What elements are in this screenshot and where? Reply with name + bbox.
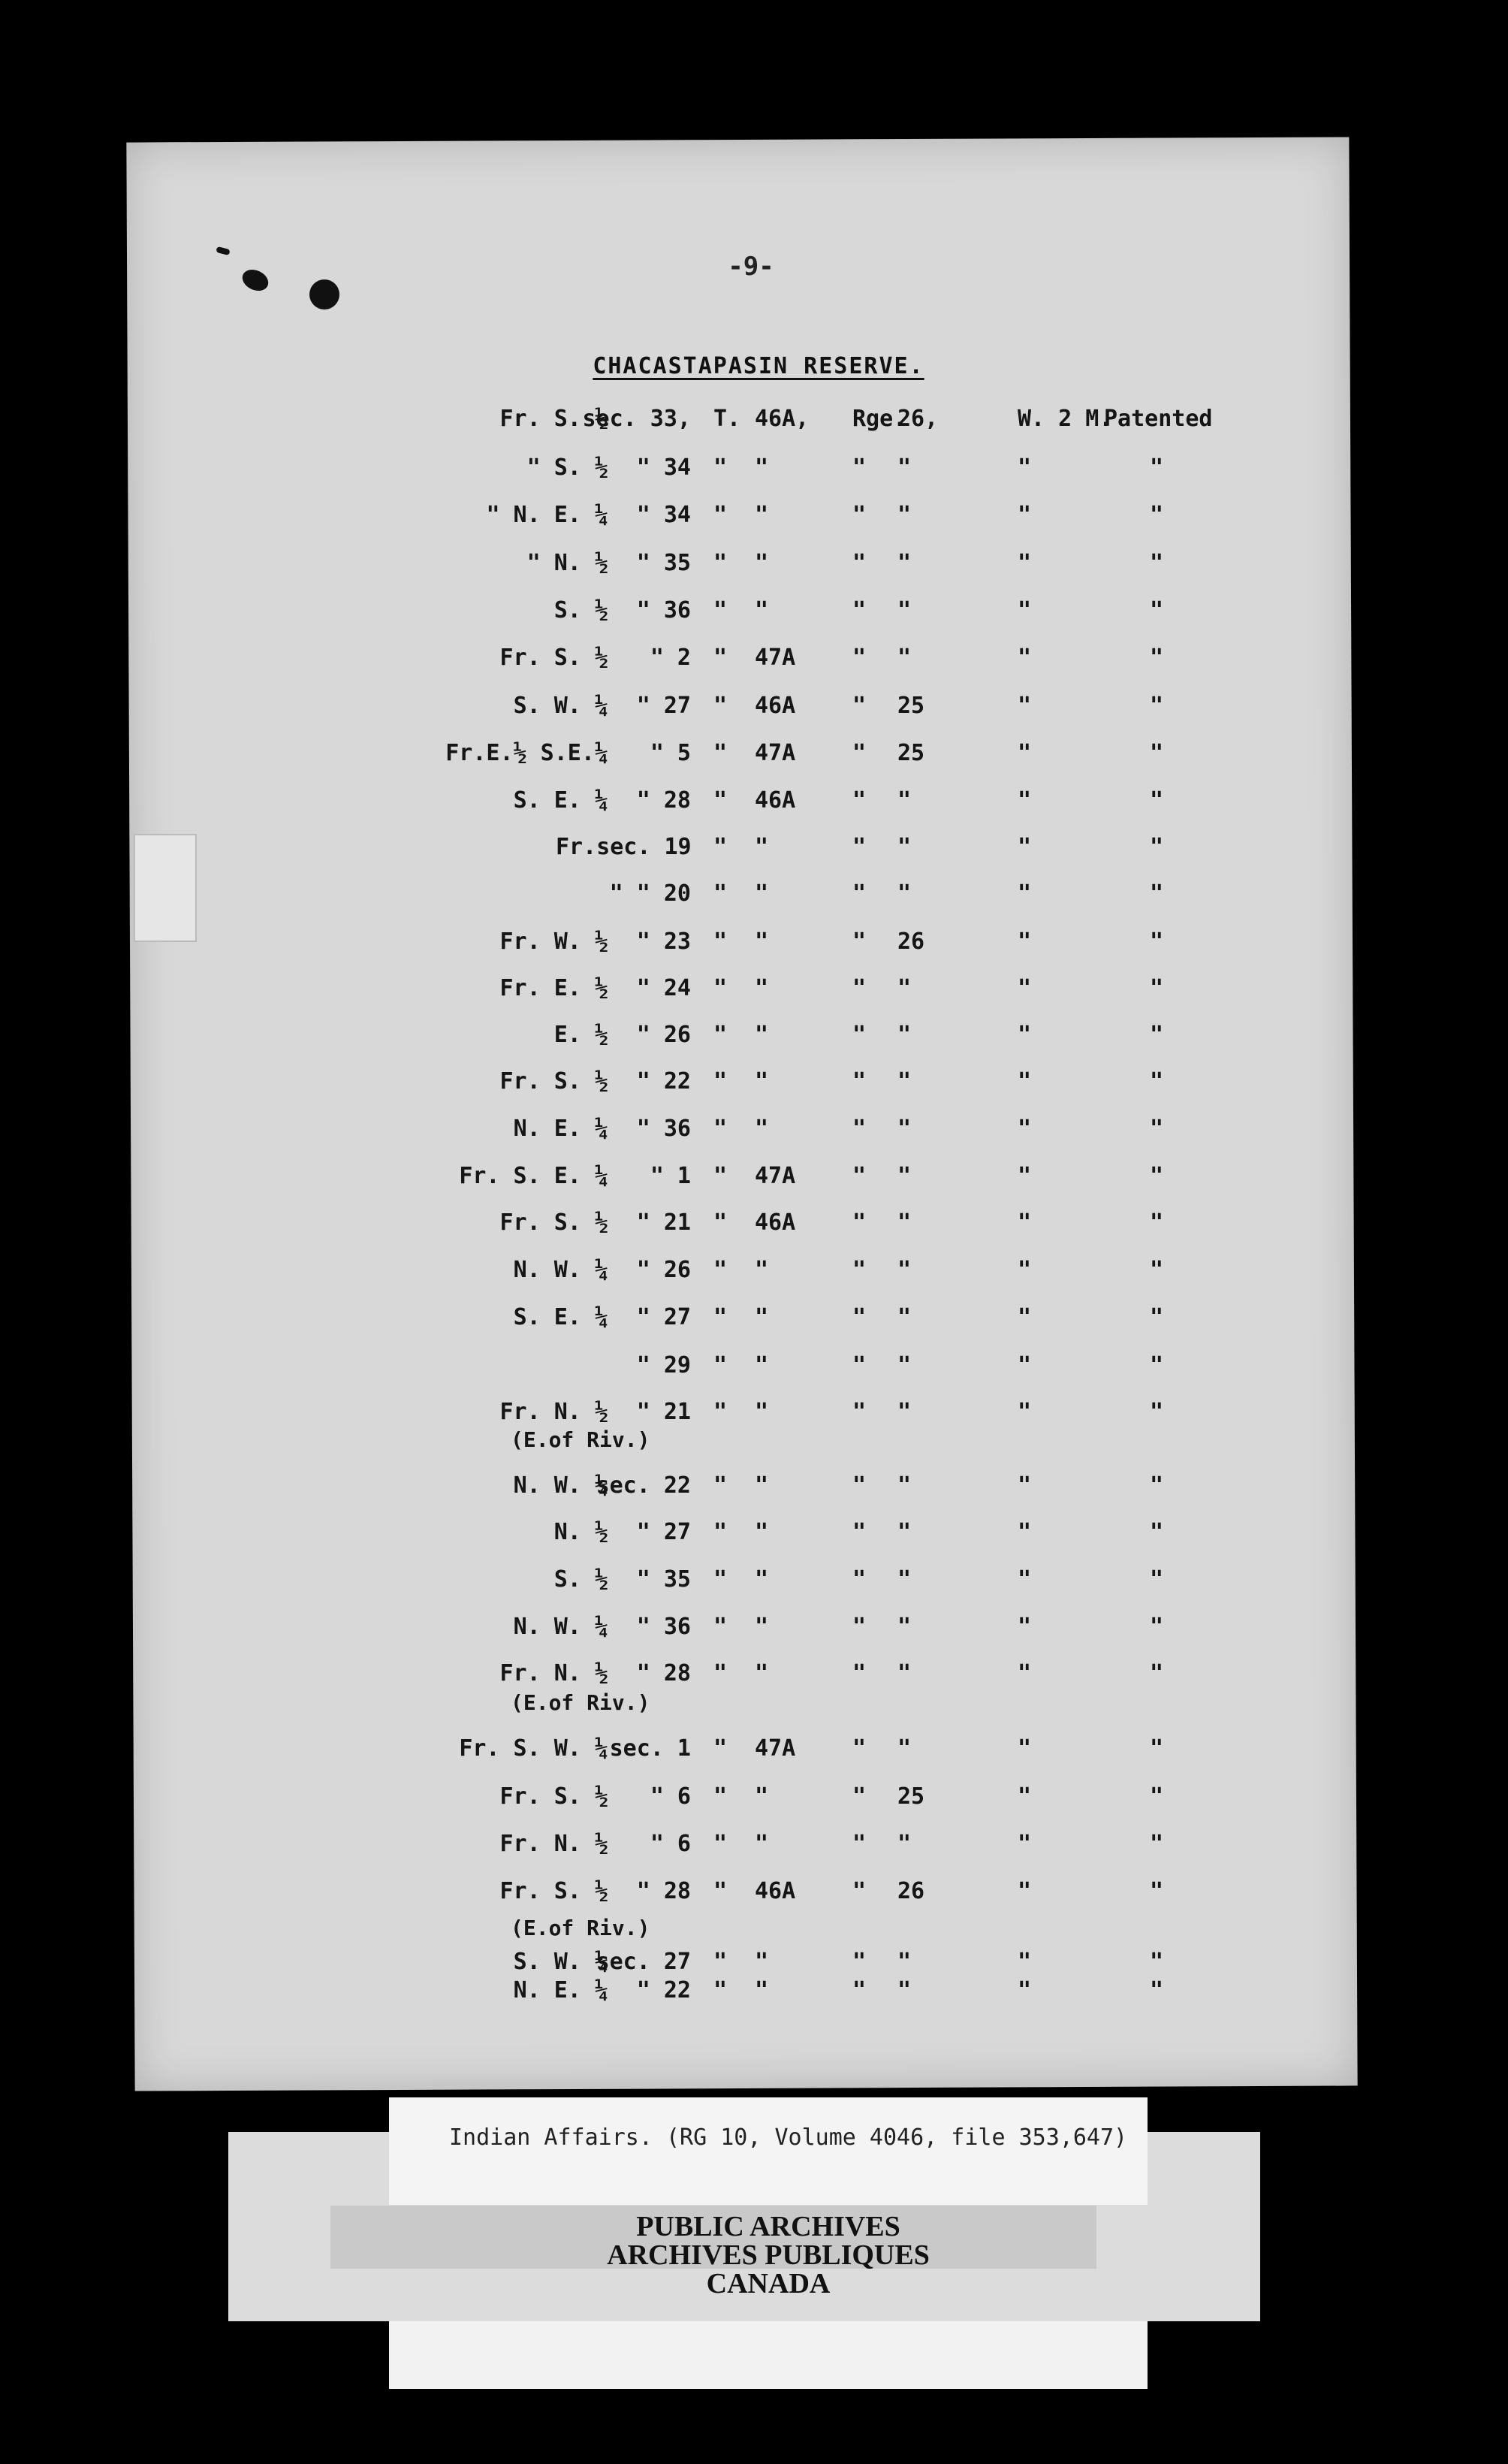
- cell-r: ": [852, 1519, 867, 1545]
- cell-sec: " 26: [636, 1257, 691, 1283]
- cell-r: ": [852, 1735, 867, 1762]
- cell-sec: " 35: [636, 550, 691, 576]
- cell-w: ": [1018, 929, 1032, 955]
- cell-rge: ": [897, 1831, 912, 1857]
- cell-rge: ": [897, 975, 912, 1001]
- cell-status: ": [1149, 1163, 1164, 1189]
- cell-status: ": [1149, 1831, 1164, 1857]
- cell-w: ": [1018, 1614, 1032, 1640]
- cell-t: ": [713, 1878, 728, 1904]
- cell-status: ": [1149, 1352, 1164, 1378]
- cell-w: ": [1018, 1735, 1032, 1762]
- cell-t: ": [713, 1566, 728, 1593]
- cell-status: ": [1149, 787, 1164, 814]
- cell-desc: S. ½: [553, 597, 608, 624]
- cell-t: ": [713, 929, 728, 955]
- cell-r: ": [852, 1949, 867, 1975]
- cell-sec: sec. 33,: [582, 406, 691, 432]
- cell-w: ": [1018, 1304, 1032, 1330]
- cell-rge: ": [897, 1352, 912, 1378]
- cell-desc: N. W. ¼: [513, 1257, 608, 1283]
- cell-w: ": [1018, 1022, 1032, 1048]
- cell-r: ": [852, 834, 867, 860]
- cell-rge: ": [897, 1304, 912, 1330]
- stamp-line-3: CANADA: [706, 2268, 831, 2299]
- cell-r: ": [852, 1068, 867, 1095]
- cell-r: Rge.: [852, 406, 907, 432]
- cell-rge: ": [897, 454, 912, 481]
- cell-status: ": [1149, 975, 1164, 1001]
- cell-w: ": [1018, 550, 1032, 576]
- cell-desc: Fr. N. ½: [499, 1399, 608, 1425]
- cell-t: ": [713, 1660, 728, 1686]
- cell-twp: 46A: [755, 1878, 796, 1904]
- cell-t: ": [713, 1949, 728, 1975]
- cell-sec: " 1: [650, 1163, 691, 1189]
- cell-twp: 47A: [755, 740, 796, 766]
- cell-r: ": [852, 1566, 867, 1593]
- cell-twp: ": [755, 1116, 769, 1142]
- cell-twp: ": [755, 975, 769, 1001]
- cell-twp: 46A: [755, 693, 796, 719]
- cell-sec: " 27: [636, 693, 691, 719]
- cell-r: ": [852, 1977, 867, 2004]
- cell-rge: ": [897, 1257, 912, 1283]
- cell-sec: " 24: [636, 975, 691, 1001]
- cell-sec: " 34: [636, 454, 691, 481]
- cell-rge: ": [897, 787, 912, 814]
- cell-desc: " S. ½: [526, 454, 608, 481]
- cell-sec: " 35: [636, 1566, 691, 1593]
- cell-r: ": [852, 880, 867, 907]
- cell-status: ": [1149, 454, 1164, 481]
- cell-sec: " " 20: [609, 880, 691, 907]
- cell-sec: " 28: [636, 787, 691, 814]
- cell-sec: " 27: [636, 1304, 691, 1330]
- cell-sec: sec. 27: [596, 1949, 691, 1975]
- cell-t: ": [713, 454, 728, 481]
- cell-desc: N. E. ¼: [513, 1977, 608, 2004]
- cell-desc: S. ½: [553, 1566, 608, 1593]
- cell-r: ": [852, 645, 867, 671]
- cell-w: ": [1018, 787, 1032, 814]
- cell-w: ": [1018, 1209, 1032, 1236]
- cell-r: ": [852, 1399, 867, 1425]
- cell-rge: ": [897, 1977, 912, 2004]
- cell-rge: ": [897, 1949, 912, 1975]
- cell-rge: ": [897, 550, 912, 576]
- cell-r: ": [852, 1783, 867, 1810]
- cell-sec: " 36: [636, 597, 691, 624]
- cell-t: ": [713, 1163, 728, 1189]
- cell-w: ": [1018, 502, 1032, 528]
- cell-sec: " 6: [650, 1783, 691, 1810]
- cell-sec: " 28: [636, 1660, 691, 1686]
- cell-status: ": [1149, 502, 1164, 528]
- cell-status: ": [1149, 1519, 1164, 1545]
- cell-r: ": [852, 929, 867, 955]
- cell-desc: N. W. ¼: [513, 1472, 608, 1499]
- cell-t: ": [713, 550, 728, 576]
- cell-t: ": [713, 597, 728, 624]
- cell-w: ": [1018, 1783, 1032, 1810]
- cell-twp: ": [755, 1257, 769, 1283]
- cell-sec: sec. 22: [596, 1472, 691, 1499]
- cell-r: ": [852, 454, 867, 481]
- cell-t: T.: [713, 406, 741, 432]
- cell-status: ": [1149, 1022, 1164, 1048]
- cell-twp: 46A: [755, 787, 796, 814]
- cell-t: ": [713, 1472, 728, 1499]
- cell-r: ": [852, 1257, 867, 1283]
- cell-desc: N. W. ¼: [513, 1614, 608, 1640]
- cell-r: ": [852, 1614, 867, 1640]
- cell-w: ": [1018, 975, 1032, 1001]
- cell-twp: ": [755, 880, 769, 907]
- row-note: (E.of Riv.): [511, 1690, 650, 1715]
- cell-w: ": [1018, 597, 1032, 624]
- cell-status: ": [1149, 1735, 1164, 1762]
- cell-r: ": [852, 1660, 867, 1686]
- cell-status: ": [1149, 645, 1164, 671]
- cell-r: ": [852, 1022, 867, 1048]
- cell-t: ": [713, 740, 728, 766]
- cell-twp: ": [755, 1352, 769, 1378]
- cell-rge: ": [897, 1660, 912, 1686]
- cell-rge: ": [897, 1163, 912, 1189]
- cell-twp: ": [755, 1614, 769, 1640]
- cell-twp: ": [755, 550, 769, 576]
- cell-twp: ": [755, 1977, 769, 2004]
- cell-rge: ": [897, 880, 912, 907]
- cell-w: W. 2 M.: [1018, 406, 1113, 432]
- cell-r: ": [852, 550, 867, 576]
- cell-sec: " 21: [636, 1209, 691, 1236]
- cell-rge: 25: [897, 740, 925, 766]
- cell-rge: 25: [897, 1783, 925, 1810]
- cell-desc: Fr. S. ½: [499, 1783, 608, 1810]
- cell-w: ": [1018, 1068, 1032, 1095]
- cell-desc: N. ½: [553, 1519, 608, 1545]
- cell-t: ": [713, 1304, 728, 1330]
- cell-status: ": [1149, 1068, 1164, 1095]
- cell-twp: 46A: [755, 1209, 796, 1236]
- cell-t: ": [713, 1399, 728, 1425]
- cell-rge: ": [897, 1399, 912, 1425]
- cell-desc: Fr. E. ½: [499, 975, 608, 1001]
- cell-t: ": [713, 1735, 728, 1762]
- cell-twp: ": [755, 597, 769, 624]
- cell-rge: ": [897, 1472, 912, 1499]
- cell-t: ": [713, 834, 728, 860]
- cell-t: ": [713, 1783, 728, 1810]
- cell-r: ": [852, 693, 867, 719]
- cell-w: ": [1018, 1519, 1032, 1545]
- page-tab: [134, 834, 197, 942]
- cell-desc: E. ½: [553, 1022, 608, 1048]
- cell-rge: ": [897, 834, 912, 860]
- cell-rge: ": [897, 1209, 912, 1236]
- cell-t: ": [713, 1519, 728, 1545]
- cell-t: ": [713, 1352, 728, 1378]
- cell-twp: 47A: [755, 1735, 796, 1762]
- cell-w: ": [1018, 740, 1032, 766]
- page-number: -9-: [728, 252, 774, 282]
- cell-rge: ": [897, 645, 912, 671]
- cell-t: ": [713, 1614, 728, 1640]
- cell-desc: Fr. S. W. ¼: [459, 1735, 608, 1762]
- cell-sec: " 21: [636, 1399, 691, 1425]
- cell-w: ": [1018, 1566, 1032, 1593]
- cell-desc: N. E. ¼: [513, 1116, 608, 1142]
- cell-t: ": [713, 1022, 728, 1048]
- cell-twp: ": [755, 1068, 769, 1095]
- cell-rge: ": [897, 1519, 912, 1545]
- punch-hole: [309, 279, 339, 310]
- cell-sec: sec. 1: [609, 1735, 691, 1762]
- lower-label: [389, 2321, 1148, 2389]
- cell-desc: Fr. S. ½: [499, 645, 608, 671]
- cell-status: ": [1149, 1399, 1164, 1425]
- cell-r: ": [852, 1352, 867, 1378]
- reserve-title: CHACASTAPASIN RESERVE.: [593, 353, 924, 379]
- stamp-line-1: PUBLIC ARCHIVES: [636, 2211, 900, 2242]
- cell-sec: " 26: [636, 1022, 691, 1048]
- cell-status: ": [1149, 1566, 1164, 1593]
- cell-desc: S. E. ¼: [513, 1304, 608, 1330]
- cell-rge: ": [897, 597, 912, 624]
- cell-desc: Fr. N. ½: [499, 1831, 608, 1857]
- cell-sec: Fr.sec. 19: [556, 834, 692, 860]
- cell-status: Patented: [1104, 406, 1213, 432]
- cell-twp: ": [755, 454, 769, 481]
- cell-w: ": [1018, 454, 1032, 481]
- cell-desc: S. E. ¼: [513, 787, 608, 814]
- cell-desc: Fr. S. ½: [499, 1878, 608, 1904]
- cell-t: ": [713, 502, 728, 528]
- cell-desc: Fr.E.½ S.E.¼: [445, 740, 608, 766]
- cell-twp: ": [755, 1783, 769, 1810]
- cell-sec: " 34: [636, 502, 691, 528]
- cell-twp: 47A: [755, 645, 796, 671]
- cell-r: ": [852, 1472, 867, 1499]
- cell-r: ": [852, 740, 867, 766]
- cell-sec: " 36: [636, 1116, 691, 1142]
- row-note: (E.of Riv.): [511, 1916, 650, 1940]
- cell-twp: ": [755, 1022, 769, 1048]
- cell-status: ": [1149, 1209, 1164, 1236]
- cell-sec: " 28: [636, 1878, 691, 1904]
- cell-t: ": [713, 1831, 728, 1857]
- cell-status: ": [1149, 693, 1164, 719]
- cell-t: ": [713, 880, 728, 907]
- cell-twp: ": [755, 1472, 769, 1499]
- cell-status: ": [1149, 1878, 1164, 1904]
- cell-w: ": [1018, 880, 1032, 907]
- cell-r: ": [852, 1304, 867, 1330]
- cell-desc: " N. ½: [526, 550, 608, 576]
- cell-status: ": [1149, 1783, 1164, 1810]
- cell-t: ": [713, 693, 728, 719]
- cell-w: ": [1018, 1399, 1032, 1425]
- cell-rge: 25: [897, 693, 925, 719]
- cell-status: ": [1149, 1614, 1164, 1640]
- cell-t: ": [713, 1257, 728, 1283]
- cell-desc: Fr. W. ½: [499, 929, 608, 955]
- cell-rge: 26: [897, 929, 925, 955]
- cell-w: ": [1018, 1660, 1032, 1686]
- cell-twp: ": [755, 1399, 769, 1425]
- cell-status: ": [1149, 597, 1164, 624]
- cell-r: ": [852, 502, 867, 528]
- cell-twp: 47A: [755, 1163, 796, 1189]
- cell-rge: ": [897, 1566, 912, 1593]
- cell-t: ": [713, 787, 728, 814]
- cell-twp: ": [755, 929, 769, 955]
- cell-w: ": [1018, 1163, 1032, 1189]
- cell-twp: ": [755, 1519, 769, 1545]
- cell-r: ": [852, 1878, 867, 1904]
- cell-r: ": [852, 597, 867, 624]
- row-note: (E.of Riv.): [511, 1427, 650, 1452]
- cell-sec: " 36: [636, 1614, 691, 1640]
- cell-t: ": [713, 1068, 728, 1095]
- cell-t: ": [713, 975, 728, 1001]
- cell-rge: 26,: [897, 406, 939, 432]
- cell-twp: ": [755, 1660, 769, 1686]
- cell-sec: " 2: [650, 645, 691, 671]
- reference-text: Indian Affairs. (RG 10, Volume 4046, file 353,647): [449, 2124, 1128, 2151]
- cell-rge: ": [897, 502, 912, 528]
- cell-rge: ": [897, 1068, 912, 1095]
- cell-desc: Fr. S. ½: [499, 1068, 608, 1095]
- cell-r: ": [852, 1116, 867, 1142]
- cell-sec: " 23: [636, 929, 691, 955]
- cell-r: ": [852, 1831, 867, 1857]
- cell-rge: ": [897, 1735, 912, 1762]
- cell-w: ": [1018, 1257, 1032, 1283]
- cell-rge: ": [897, 1614, 912, 1640]
- cell-status: ": [1149, 929, 1164, 955]
- cell-w: ": [1018, 1949, 1032, 1975]
- cell-desc: Fr. S. ½: [499, 1209, 608, 1236]
- cell-twp: ": [755, 1566, 769, 1593]
- archives-stamp: [389, 2212, 1148, 2298]
- cell-twp: ": [755, 834, 769, 860]
- cell-status: ": [1149, 1949, 1164, 1975]
- cell-status: ": [1149, 1472, 1164, 1499]
- cell-twp: ": [755, 502, 769, 528]
- cell-status: ": [1149, 1660, 1164, 1686]
- cell-status: ": [1149, 740, 1164, 766]
- cell-t: ": [713, 1977, 728, 2004]
- cell-sec: " 29: [636, 1352, 691, 1378]
- cell-w: ": [1018, 834, 1032, 860]
- cell-status: ": [1149, 1257, 1164, 1283]
- cell-r: ": [852, 787, 867, 814]
- cell-r: ": [852, 975, 867, 1001]
- cell-desc: S. W. ¼: [513, 1949, 608, 1975]
- cell-r: ": [852, 1163, 867, 1189]
- cell-desc: " N. E. ¼: [486, 502, 608, 528]
- cell-desc: Fr. S. ½: [499, 406, 608, 432]
- cell-desc: Fr. S. E. ¼: [459, 1163, 608, 1189]
- cell-status: ": [1149, 1304, 1164, 1330]
- cell-sec: " 27: [636, 1519, 691, 1545]
- cell-w: ": [1018, 1116, 1032, 1142]
- cell-w: ": [1018, 693, 1032, 719]
- cell-twp: ": [755, 1304, 769, 1330]
- cell-sec: " 6: [650, 1831, 691, 1857]
- cell-rge: ": [897, 1116, 912, 1142]
- cell-status: ": [1149, 1116, 1164, 1142]
- cell-r: ": [852, 1209, 867, 1236]
- cell-sec: " 22: [636, 1068, 691, 1095]
- cell-desc: S. W. ¼: [513, 693, 608, 719]
- cell-rge: ": [897, 1022, 912, 1048]
- reference-label: [389, 2097, 1148, 2205]
- cell-w: ": [1018, 1831, 1032, 1857]
- cell-twp: 46A,: [755, 406, 810, 432]
- cell-t: ": [713, 1209, 728, 1236]
- cell-status: ": [1149, 1977, 1164, 2004]
- cell-status: ": [1149, 834, 1164, 860]
- cell-w: ": [1018, 645, 1032, 671]
- cell-twp: ": [755, 1831, 769, 1857]
- cell-w: ": [1018, 1352, 1032, 1378]
- cell-status: ": [1149, 880, 1164, 907]
- cell-w: ": [1018, 1472, 1032, 1499]
- cell-w: ": [1018, 1878, 1032, 1904]
- cell-sec: " 22: [636, 1977, 691, 2004]
- stamp-line-2: ARCHIVES PUBLIQUES: [607, 2239, 930, 2271]
- cell-status: ": [1149, 550, 1164, 576]
- cell-t: ": [713, 1116, 728, 1142]
- cell-rge: 26: [897, 1878, 925, 1904]
- cell-twp: ": [755, 1949, 769, 1975]
- cell-w: ": [1018, 1977, 1032, 2004]
- cell-desc: Fr. N. ½: [499, 1660, 608, 1686]
- cell-sec: " 5: [650, 740, 691, 766]
- cell-t: ": [713, 645, 728, 671]
